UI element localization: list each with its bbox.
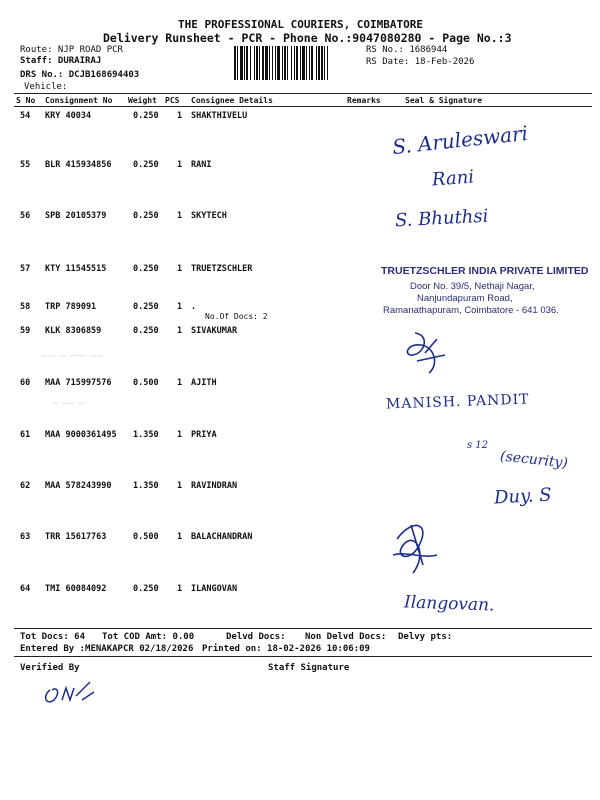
row-consignment: TRR 15617763 [45, 532, 107, 542]
row-pcs: 1 [177, 211, 183, 221]
barcode-bar [234, 46, 236, 80]
barcode-bar [291, 46, 292, 80]
col-consignee: Consignee Details [191, 96, 273, 105]
row-sno: 57 [20, 264, 31, 274]
barcode-bar [282, 46, 283, 80]
signature-54: S. Aruleswari [391, 120, 529, 160]
signature-63-scribble [383, 515, 453, 585]
company-stamp-line2: Door No. 39/5, Nethaji Nagar, [410, 281, 535, 292]
barcode-bar [318, 46, 320, 80]
row-weight: 1.350 [133, 430, 159, 440]
staff-label: Staff: DURAIRAJ [20, 56, 102, 66]
signature-56: S. Bhuthsi [394, 205, 489, 232]
row-pcs: 1 [177, 326, 183, 336]
row-pcs: 1 [177, 481, 183, 491]
delivery-points: Delvy pts: [398, 632, 453, 642]
page-title: Delivery Runsheet - PCR - Phone No.:9047080280 - Page No.:3 [103, 31, 512, 45]
col-seal-signature: Seal & Signature [405, 96, 483, 105]
barcode-bar [284, 46, 286, 80]
barcode-bar [272, 46, 273, 80]
barcode-bar [262, 46, 264, 80]
row-consignee: RANI [191, 160, 212, 170]
row-weight: 0.500 [133, 532, 159, 542]
row-sno: 59 [20, 326, 31, 336]
barcode-bar [309, 46, 310, 80]
row-sno: 55 [20, 160, 31, 170]
signature-60: MANISH. PANDIT [385, 391, 530, 413]
total-docs: Tot Docs: 64 [20, 632, 86, 642]
barcode-bar [256, 46, 258, 80]
barcode-bar [254, 46, 255, 80]
col-remarks: Remarks [347, 96, 381, 105]
printed-on: Printed on: 18-02-2026 10:06:09 [202, 644, 370, 654]
row-pcs: 1 [177, 430, 183, 440]
row-consignment: MAA 715997576 [45, 378, 112, 388]
barcode-bar [311, 46, 313, 80]
barcode-bar [265, 46, 268, 80]
barcode-bar [316, 46, 317, 80]
barcode-bar [324, 46, 325, 80]
row-consignee: . [191, 302, 197, 312]
row-pcs: 1 [177, 111, 183, 121]
barcode-bar [306, 46, 307, 80]
row-sno: 64 [20, 584, 31, 594]
row-consignee: SKYTECH [191, 211, 227, 221]
barcode-bar [244, 46, 245, 80]
row-weight: 0.500 [133, 378, 159, 388]
verifier-signature-scribble [40, 676, 100, 710]
barcode-bar [269, 46, 270, 80]
barcode [234, 46, 362, 80]
row-pcs: 1 [177, 160, 183, 170]
row-sno: 56 [20, 211, 31, 221]
row-weight: 0.250 [133, 584, 159, 594]
vehicle-label: Vehicle: [24, 82, 68, 92]
row-weight: 0.250 [133, 264, 159, 274]
entered-by: Entered By :MENAKAPCR 02/18/2026 [20, 644, 194, 654]
company-stamp-line3: Nanjundapuram Road, [417, 293, 513, 304]
barcode-bar [259, 46, 260, 80]
row-pcs: 1 [177, 584, 183, 594]
barcode-bar [294, 46, 295, 80]
footer-rule-bottom [14, 656, 592, 657]
barcode-bar [302, 46, 305, 80]
barcode-bar [321, 46, 323, 80]
staff-signature-label: Staff Signature [268, 663, 350, 673]
signature-62: Duy. S [493, 484, 553, 509]
company-stamp-line4: Ramanathapuram, Coimbatore - 641 036. [383, 305, 559, 316]
barcode-bar [277, 46, 280, 80]
row-sno: 62 [20, 481, 31, 491]
faint-ghost-text: ~~ ~ ~~ ~~ [40, 348, 104, 363]
barcode-bar [237, 46, 238, 80]
row-weight: 0.250 [133, 111, 159, 121]
barcode-bar [296, 46, 298, 80]
rs-number: RS No.: 1686944 [366, 45, 448, 55]
row-weight: 0.250 [133, 302, 159, 312]
row-sno: 61 [20, 430, 31, 440]
row-weight: 1.350 [133, 481, 159, 491]
footer-rule [14, 628, 592, 629]
barcode-bar [246, 46, 248, 80]
row-sno: 63 [20, 532, 31, 542]
barcode-bar [240, 46, 243, 80]
row-consignment: KLK 8306859 [45, 326, 102, 336]
row-consignment: TMI 60084092 [45, 584, 107, 594]
row-weight: 0.250 [133, 211, 159, 221]
signature-59-scribble [395, 325, 465, 380]
row-consignee: RAVINDRAN [191, 481, 238, 491]
row-pcs: 1 [177, 378, 183, 388]
col-pcs: PCS [165, 96, 180, 105]
row-consignee: AJITH [191, 378, 217, 388]
col-consignment: Consignment No [45, 96, 113, 105]
non-delivered-docs: Non Delvd Docs: [305, 632, 387, 642]
faint-ghost-text: ~ ~~ ~ [52, 398, 84, 410]
delivered-docs: Delvd Docs: [226, 632, 286, 642]
col-sno: S No [16, 96, 36, 105]
signature-64: Ilangovan. [403, 592, 495, 616]
row-consignment: SPB 20105379 [45, 211, 107, 221]
col-weight: Weight [128, 96, 157, 105]
row-note: No.Of Docs: 2 [205, 312, 268, 321]
company-stamp-line1: TRUETZSCHLER INDIA PRIVATE LIMITED [381, 265, 589, 277]
route-label: Route: NJP ROAD PCR [20, 45, 123, 55]
barcode-bar [287, 46, 288, 80]
row-consignee: SIVAKUMAR [191, 326, 238, 336]
row-sno: 60 [20, 378, 31, 388]
row-consignee: BALACHANDRAN [191, 532, 253, 542]
verified-by-label: Verified By [20, 663, 80, 673]
signature-61: (security) [499, 448, 569, 472]
row-pcs: 1 [177, 302, 183, 312]
row-weight: 0.250 [133, 160, 159, 170]
rs-date: RS Date: 18-Feb-2026 [366, 57, 475, 67]
barcode-bar [327, 46, 328, 80]
row-consignment: MAA 578243990 [45, 481, 112, 491]
total-cod-amount: Tot COD Amt: 0.00 [102, 632, 195, 642]
row-consignment: MAA 9000361495 [45, 430, 117, 440]
barcode-bar [275, 46, 276, 80]
row-pcs: 1 [177, 264, 183, 274]
row-sno: 54 [20, 111, 31, 121]
row-consignee: TRUETZSCHLER [191, 264, 253, 274]
row-consignee: SHAKTHIVELU [191, 111, 248, 121]
company-name: THE PROFESSIONAL COURIERS, COIMBATORE [178, 18, 424, 31]
header-rule-top [14, 93, 592, 94]
barcode-bar [300, 46, 301, 80]
row-consignee: ILANGOVAN [191, 584, 238, 594]
signature-61-mark: s 12 [467, 440, 489, 451]
row-sno: 58 [20, 302, 31, 312]
row-consignee: PRIYA [191, 430, 217, 440]
row-consignment: TRP 789091 [45, 302, 97, 312]
row-weight: 0.250 [133, 326, 159, 336]
drs-number: DRS No.: DCJB168694403 [20, 70, 140, 80]
row-consignment: KTY 11545515 [45, 264, 107, 274]
signature-55: Rani [431, 166, 475, 191]
header-rule-bottom [14, 106, 592, 107]
row-pcs: 1 [177, 532, 183, 542]
barcode-bar [250, 46, 251, 80]
row-consignment: KRY 40034 [45, 111, 92, 121]
row-consignment: BLR 415934856 [45, 160, 112, 170]
